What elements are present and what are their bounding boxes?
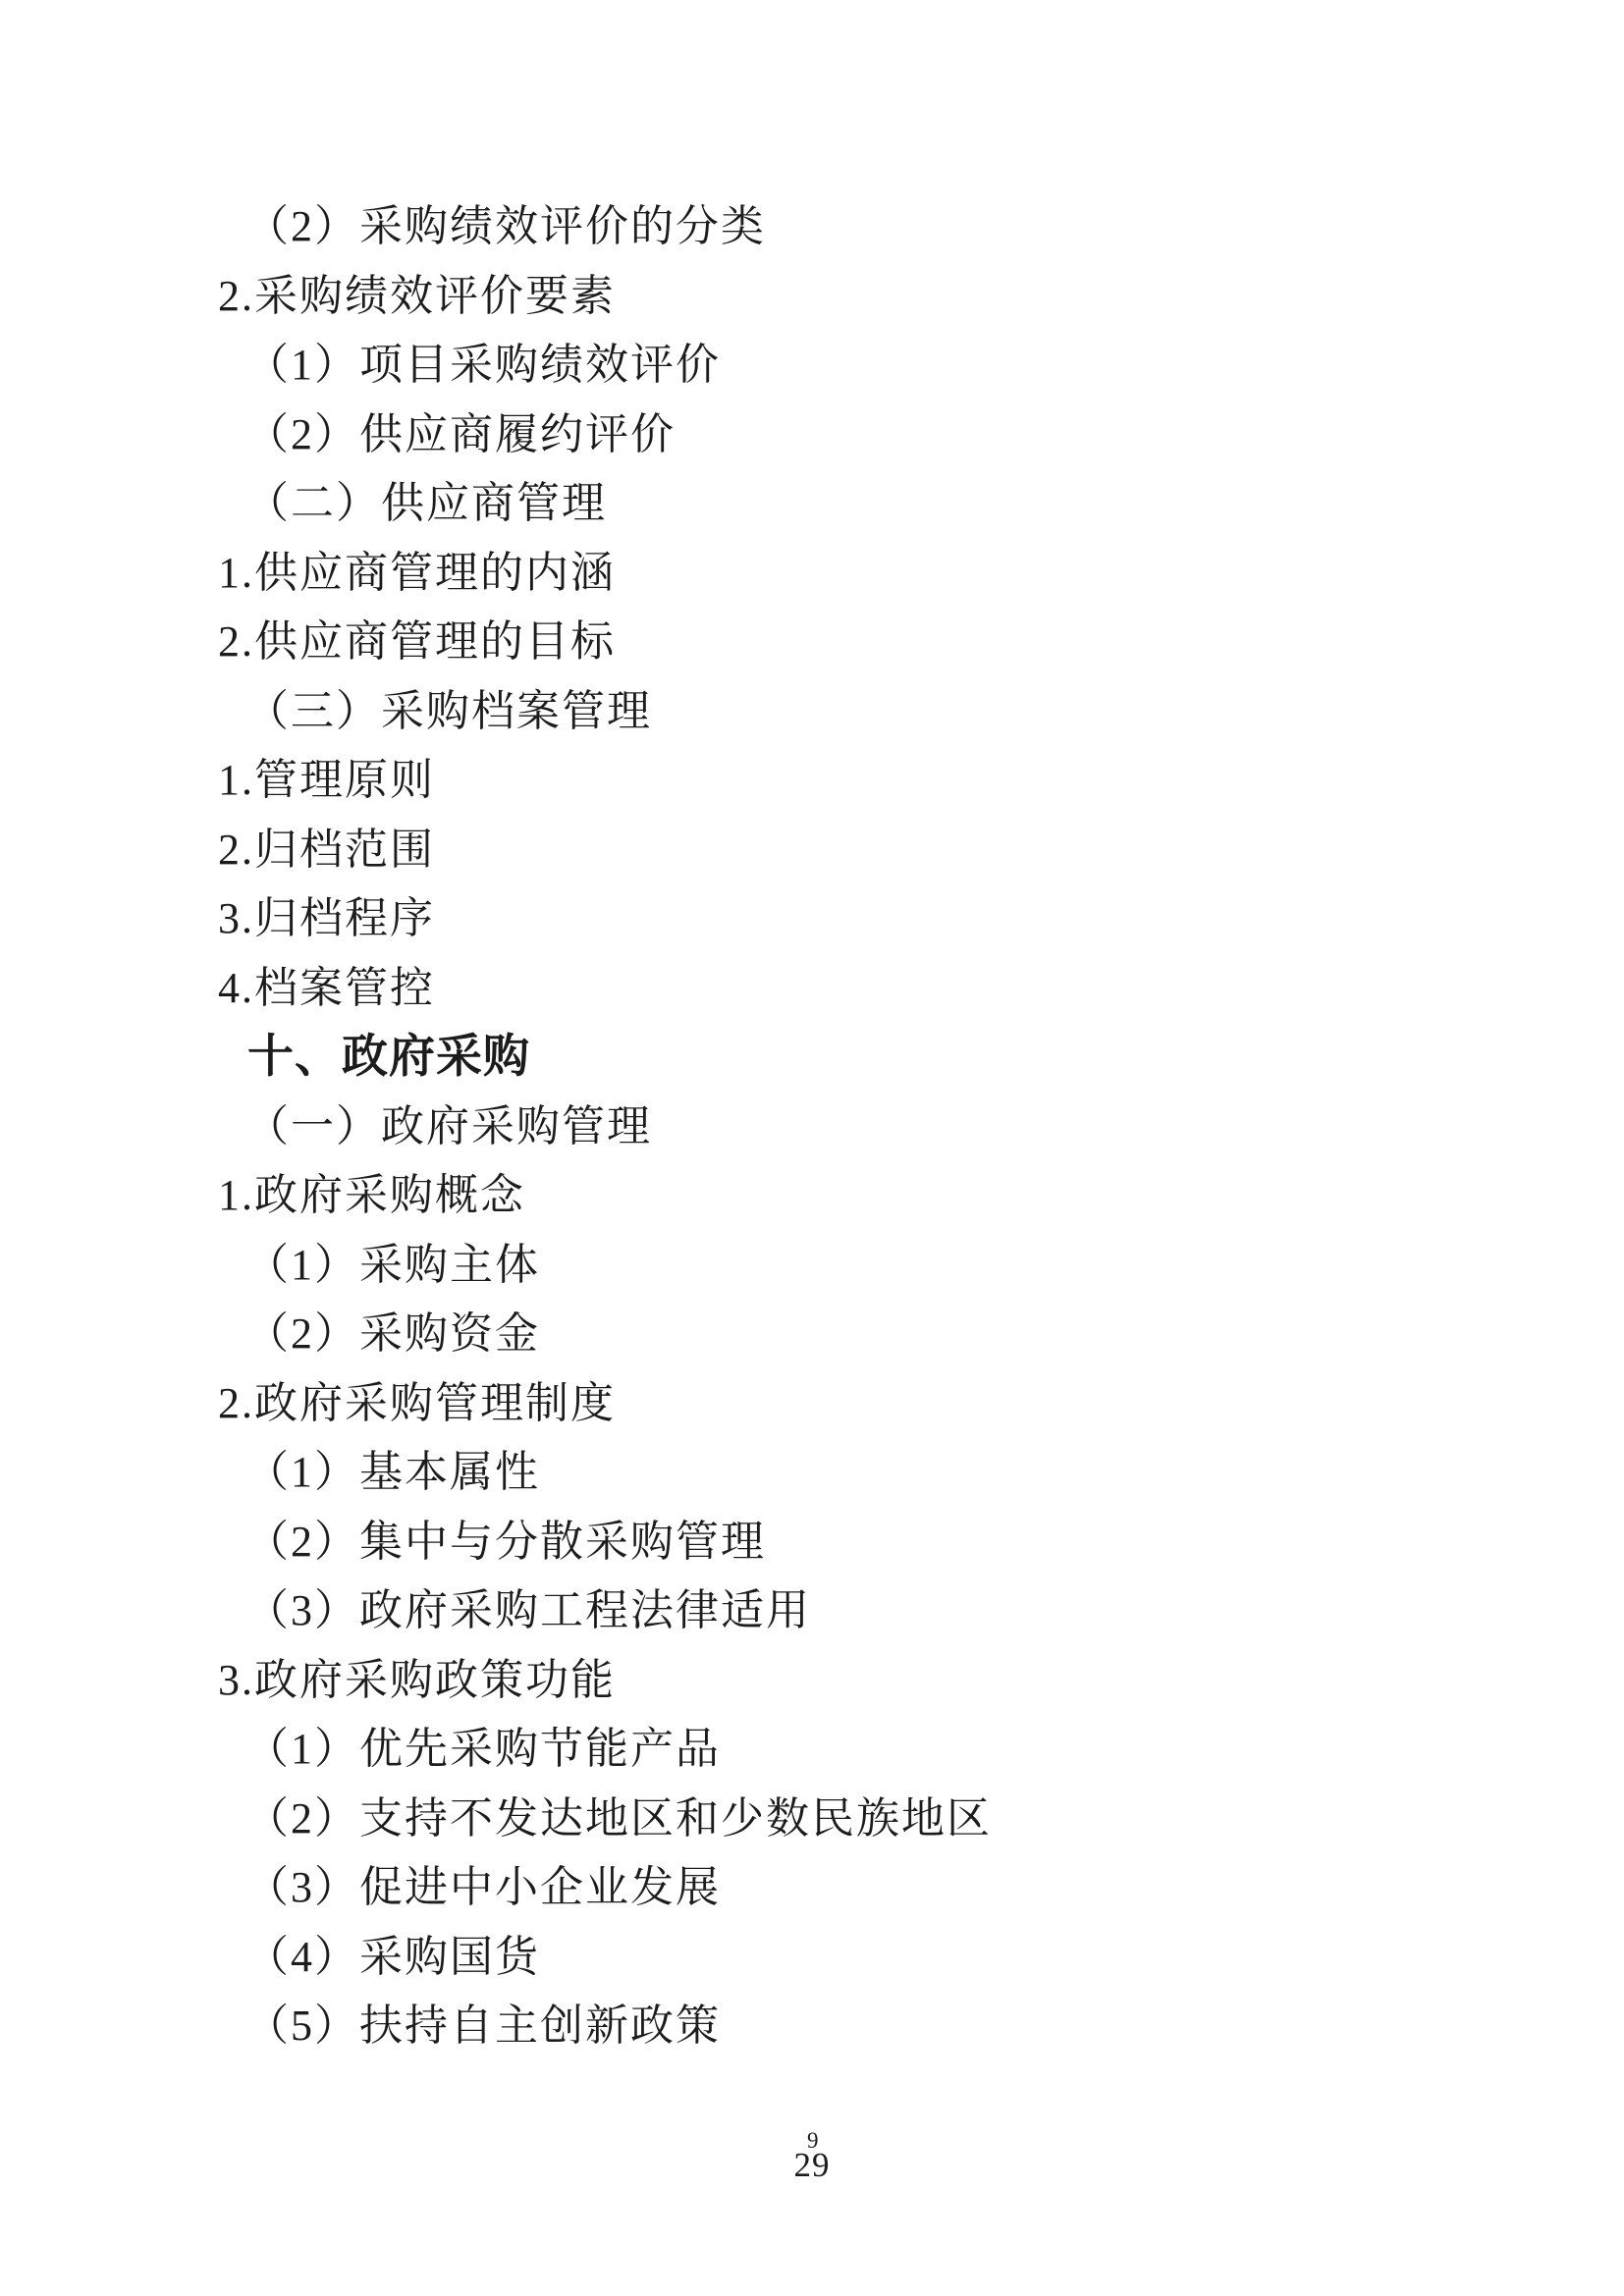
toc-line: （1）基本属性 xyxy=(245,1448,540,1496)
toc-line: （3）促进中小企业发展 xyxy=(245,1863,721,1911)
toc-line: （3）政府采购工程法律适用 xyxy=(245,1586,811,1634)
toc-line: （2）供应商履约评价 xyxy=(245,409,676,458)
toc-outline xyxy=(0,192,1624,2061)
toc-line: 4.档案管控 xyxy=(218,963,435,1012)
toc-line: 2.归档范围 xyxy=(218,825,435,874)
toc-line: 3.政府采购政策功能 xyxy=(218,1655,616,1704)
toc-chapter-heading: 十、政府采购 xyxy=(247,1032,530,1083)
toc-line: （1）项目采购绩效评价 xyxy=(245,341,721,389)
toc-line: 2.采购绩效评价要素 xyxy=(218,271,616,320)
toc-line: （2）采购资金 xyxy=(245,1309,540,1358)
toc-line: （4）采购国货 xyxy=(245,1932,540,1981)
toc-line: （二）供应商管理 xyxy=(245,479,607,527)
toc-line: 3.归档程序 xyxy=(218,894,435,942)
toc-line: （2）支持不发达地区和少数民族地区 xyxy=(245,1793,992,1842)
page-number-overlap-digit: 9 xyxy=(807,2128,819,2153)
toc-line: （2）采购绩效评价的分类 xyxy=(245,202,766,250)
toc-line: （1）优先采购节能产品 xyxy=(245,1725,721,1773)
toc-line: 2.政府采购管理制度 xyxy=(218,1378,616,1427)
toc-line: （1）采购主体 xyxy=(245,1240,540,1289)
toc-line: （5）扶持自主创新政策 xyxy=(245,2002,721,2050)
toc-line: 1.管理原则 xyxy=(218,756,435,804)
toc-line: 1.政府采购概念 xyxy=(218,1171,525,1219)
toc-line: （2）集中与分散采购管理 xyxy=(245,1517,766,1566)
page-footer xyxy=(0,2128,1624,2216)
toc-line: （三）采购档案管理 xyxy=(245,686,652,735)
toc-line: 1.供应商管理的内涵 xyxy=(218,548,616,597)
toc-line: 2.供应商管理的目标 xyxy=(218,617,616,666)
toc-line: （一）政府采购管理 xyxy=(245,1101,652,1150)
page-number: 29 xyxy=(793,2146,831,2184)
